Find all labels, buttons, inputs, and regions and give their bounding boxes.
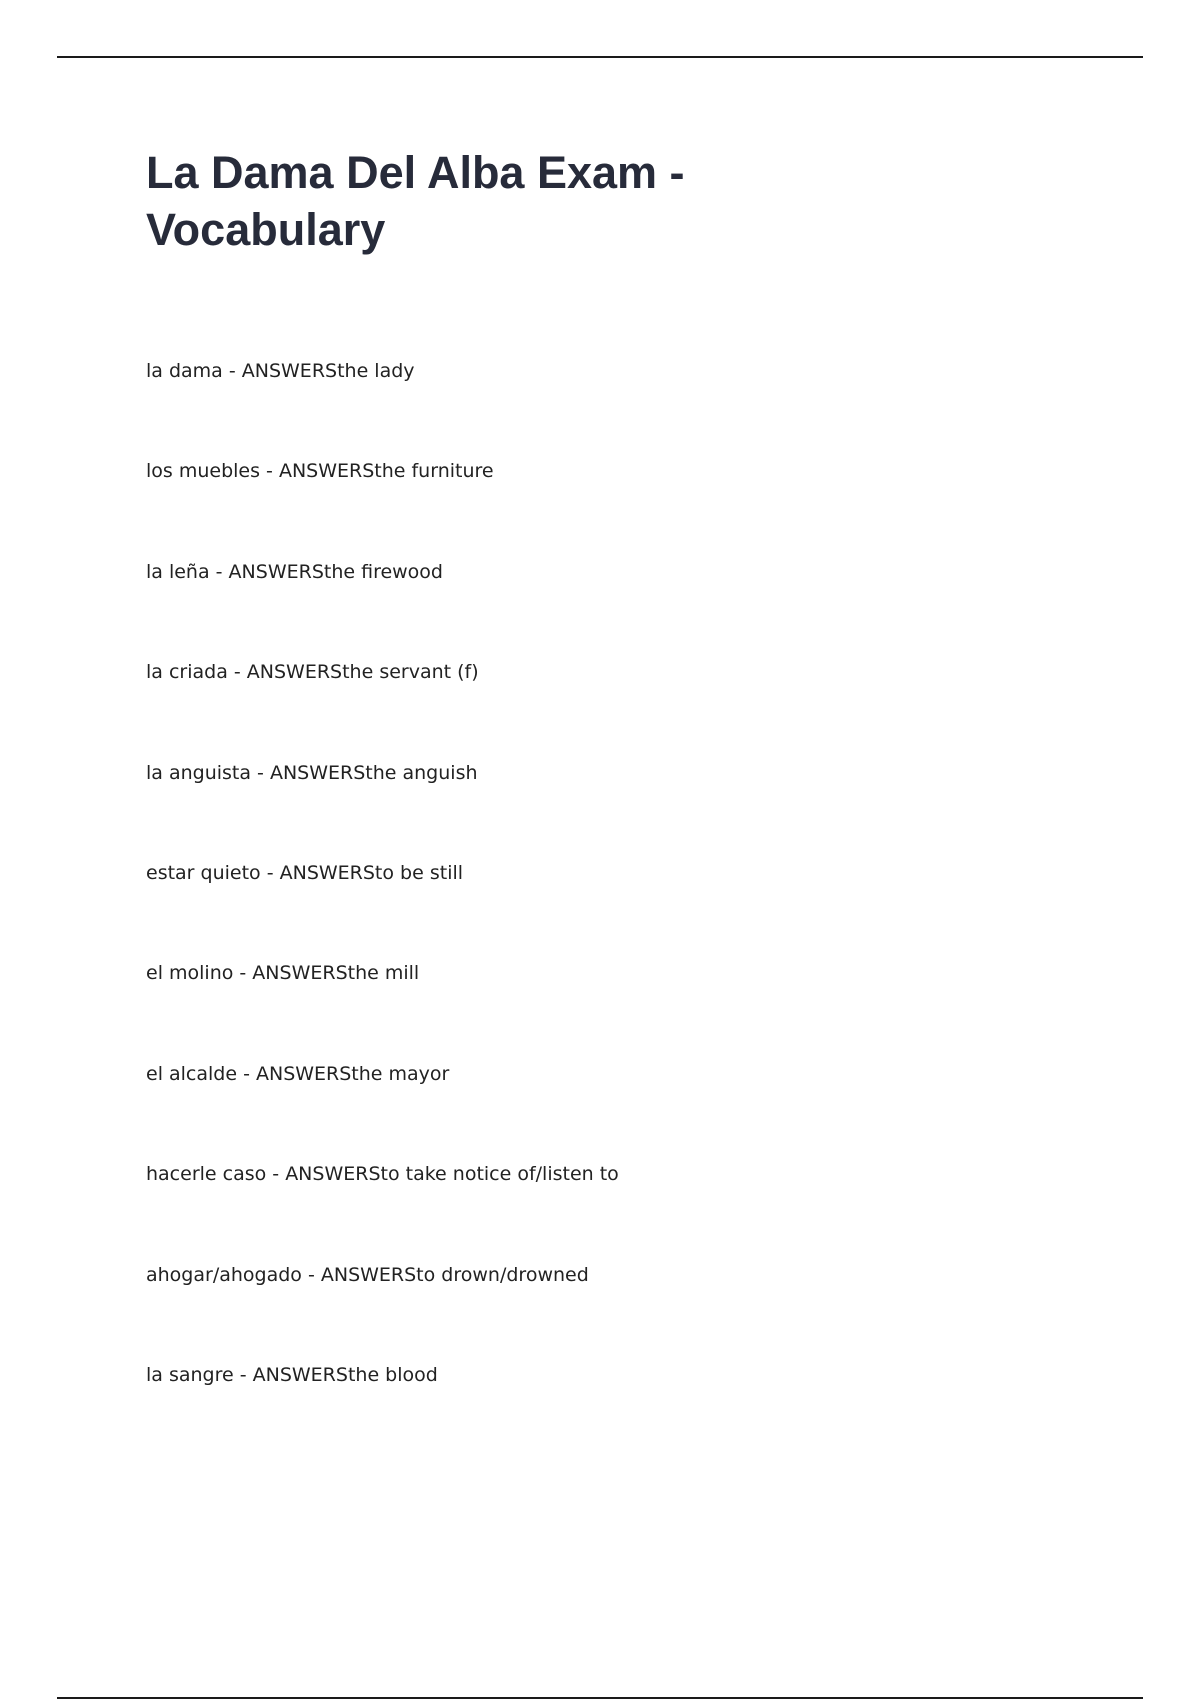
vocabulary-entry: la sangre - ANSWERSthe blood bbox=[146, 1363, 438, 1386]
vocabulary-entry: hacerle caso - ANSWERSto take notice of/listen to bbox=[146, 1163, 619, 1186]
vocabulary-entry: la criada - ANSWERSthe servant (f) bbox=[146, 661, 479, 684]
vocabulary-entry: la leña - ANSWERSthe firewood bbox=[146, 560, 443, 583]
vocabulary-entry: el alcalde - ANSWERSthe mayor bbox=[146, 1062, 450, 1085]
vocabulary-entry: estar quieto - ANSWERSto be still bbox=[146, 861, 464, 884]
vocabulary-entry: los muebles - ANSWERSthe furniture bbox=[146, 460, 494, 483]
top-rule bbox=[57, 56, 1143, 58]
vocabulary-entry: la anguista - ANSWERSthe anguish bbox=[146, 761, 478, 784]
vocabulary-entry: el molino - ANSWERSthe mill bbox=[146, 962, 420, 985]
vocabulary-entry: la dama - ANSWERSthe lady bbox=[146, 360, 415, 382]
vocabulary-entry: ahogar/ahogado - ANSWERSto drown/drowned bbox=[146, 1263, 589, 1286]
bottom-rule bbox=[57, 1697, 1143, 1699]
page-title: La Dama Del Alba Exam - Vocabulary bbox=[146, 147, 685, 255]
vocabulary-list bbox=[146, 356, 619, 1460]
